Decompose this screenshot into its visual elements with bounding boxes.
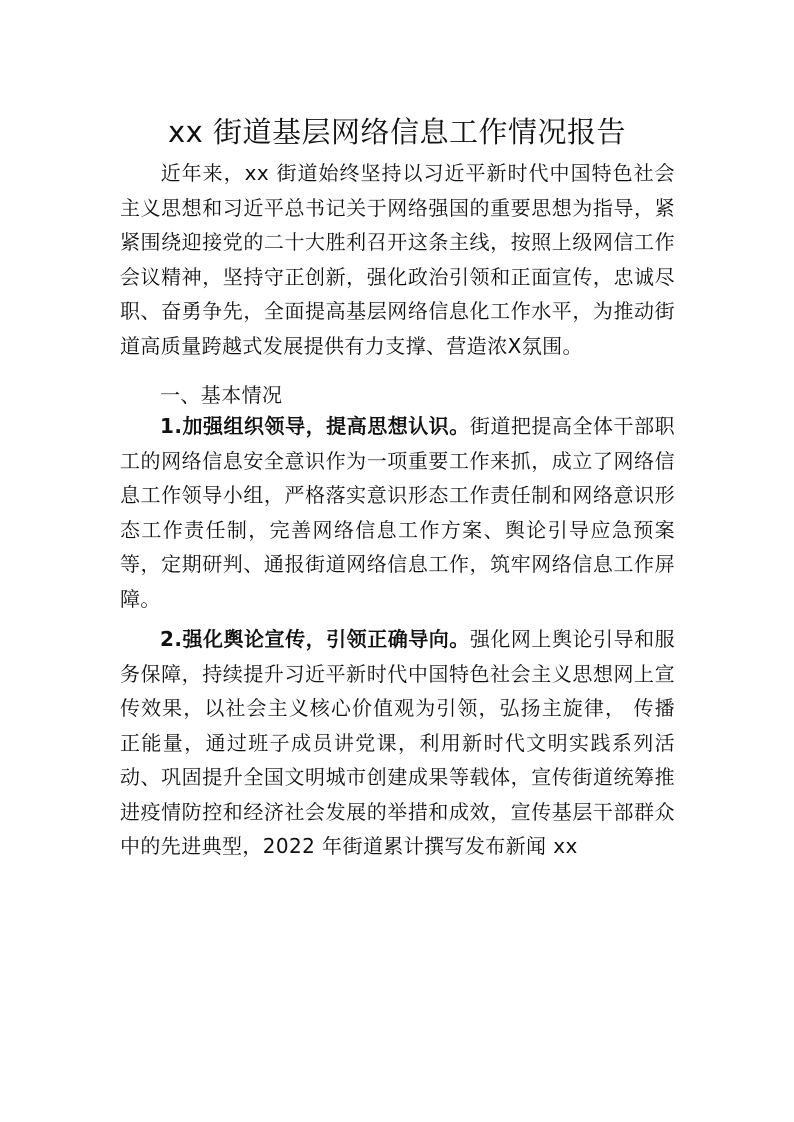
item-2-heading: 2.强化舆论宣传，引领正确导向。 bbox=[160, 627, 470, 651]
intro-paragraph bbox=[120, 156, 675, 363]
document-title: xx 街道基层网络信息工作情况报告 bbox=[167, 115, 627, 149]
section-heading: 一、基本情况 bbox=[160, 383, 283, 407]
item-1-heading: 1.加强组织领导，提高思想认识。 bbox=[160, 414, 470, 438]
item-1-text: 街道把提高全体干部职工的网络信息安全意识作为一项重要工作来抓，成立了网络信息工作领导小组，严格落实意识形态工作责任制和网络意识形态工作责任制，完善网络信息工作方案、舆论引导应急预案等，定期研判、通报街道网络信息工作，筑牢网络信息工作屏障。 bbox=[120, 414, 675, 611]
item-1-paragraph bbox=[120, 409, 675, 616]
item-2-text: 强化网上舆论引导和服务保障，持续提升习近平新时代中国特色社会主义思想网上宣传效果，以社会主义核心价值观为引领，弘扬主旋律， 传播正能量，通过班子成员讲党课，利用新时代文明实践系列活动、巩固提升全国文明城市创建成果等载体，宣传街道统筹推进疫情防控和经济社会发展的举措和成效，宣传基层干部群众中的先进典型，2022 年街道累计撰写发布新闻 xx bbox=[120, 627, 675, 858]
item-2-paragraph bbox=[120, 622, 675, 864]
intro-text: 近年来，xx 街道始终坚持以习近平新时代中国特色社会主义思想和习近平总书记关于网络强国的重要思想为指导，紧紧围绕迎接党的二十大胜利召开这条主线，按照上级网信工作会议精神，坚持守正创新，强化政治引领和正面宣传，忠诚尽职、奋勇争先，全面提高基层网络信息化工作水平，为推动街道高质量跨越式发展提供有力支撑、营造浓X氛围。 bbox=[120, 161, 675, 358]
